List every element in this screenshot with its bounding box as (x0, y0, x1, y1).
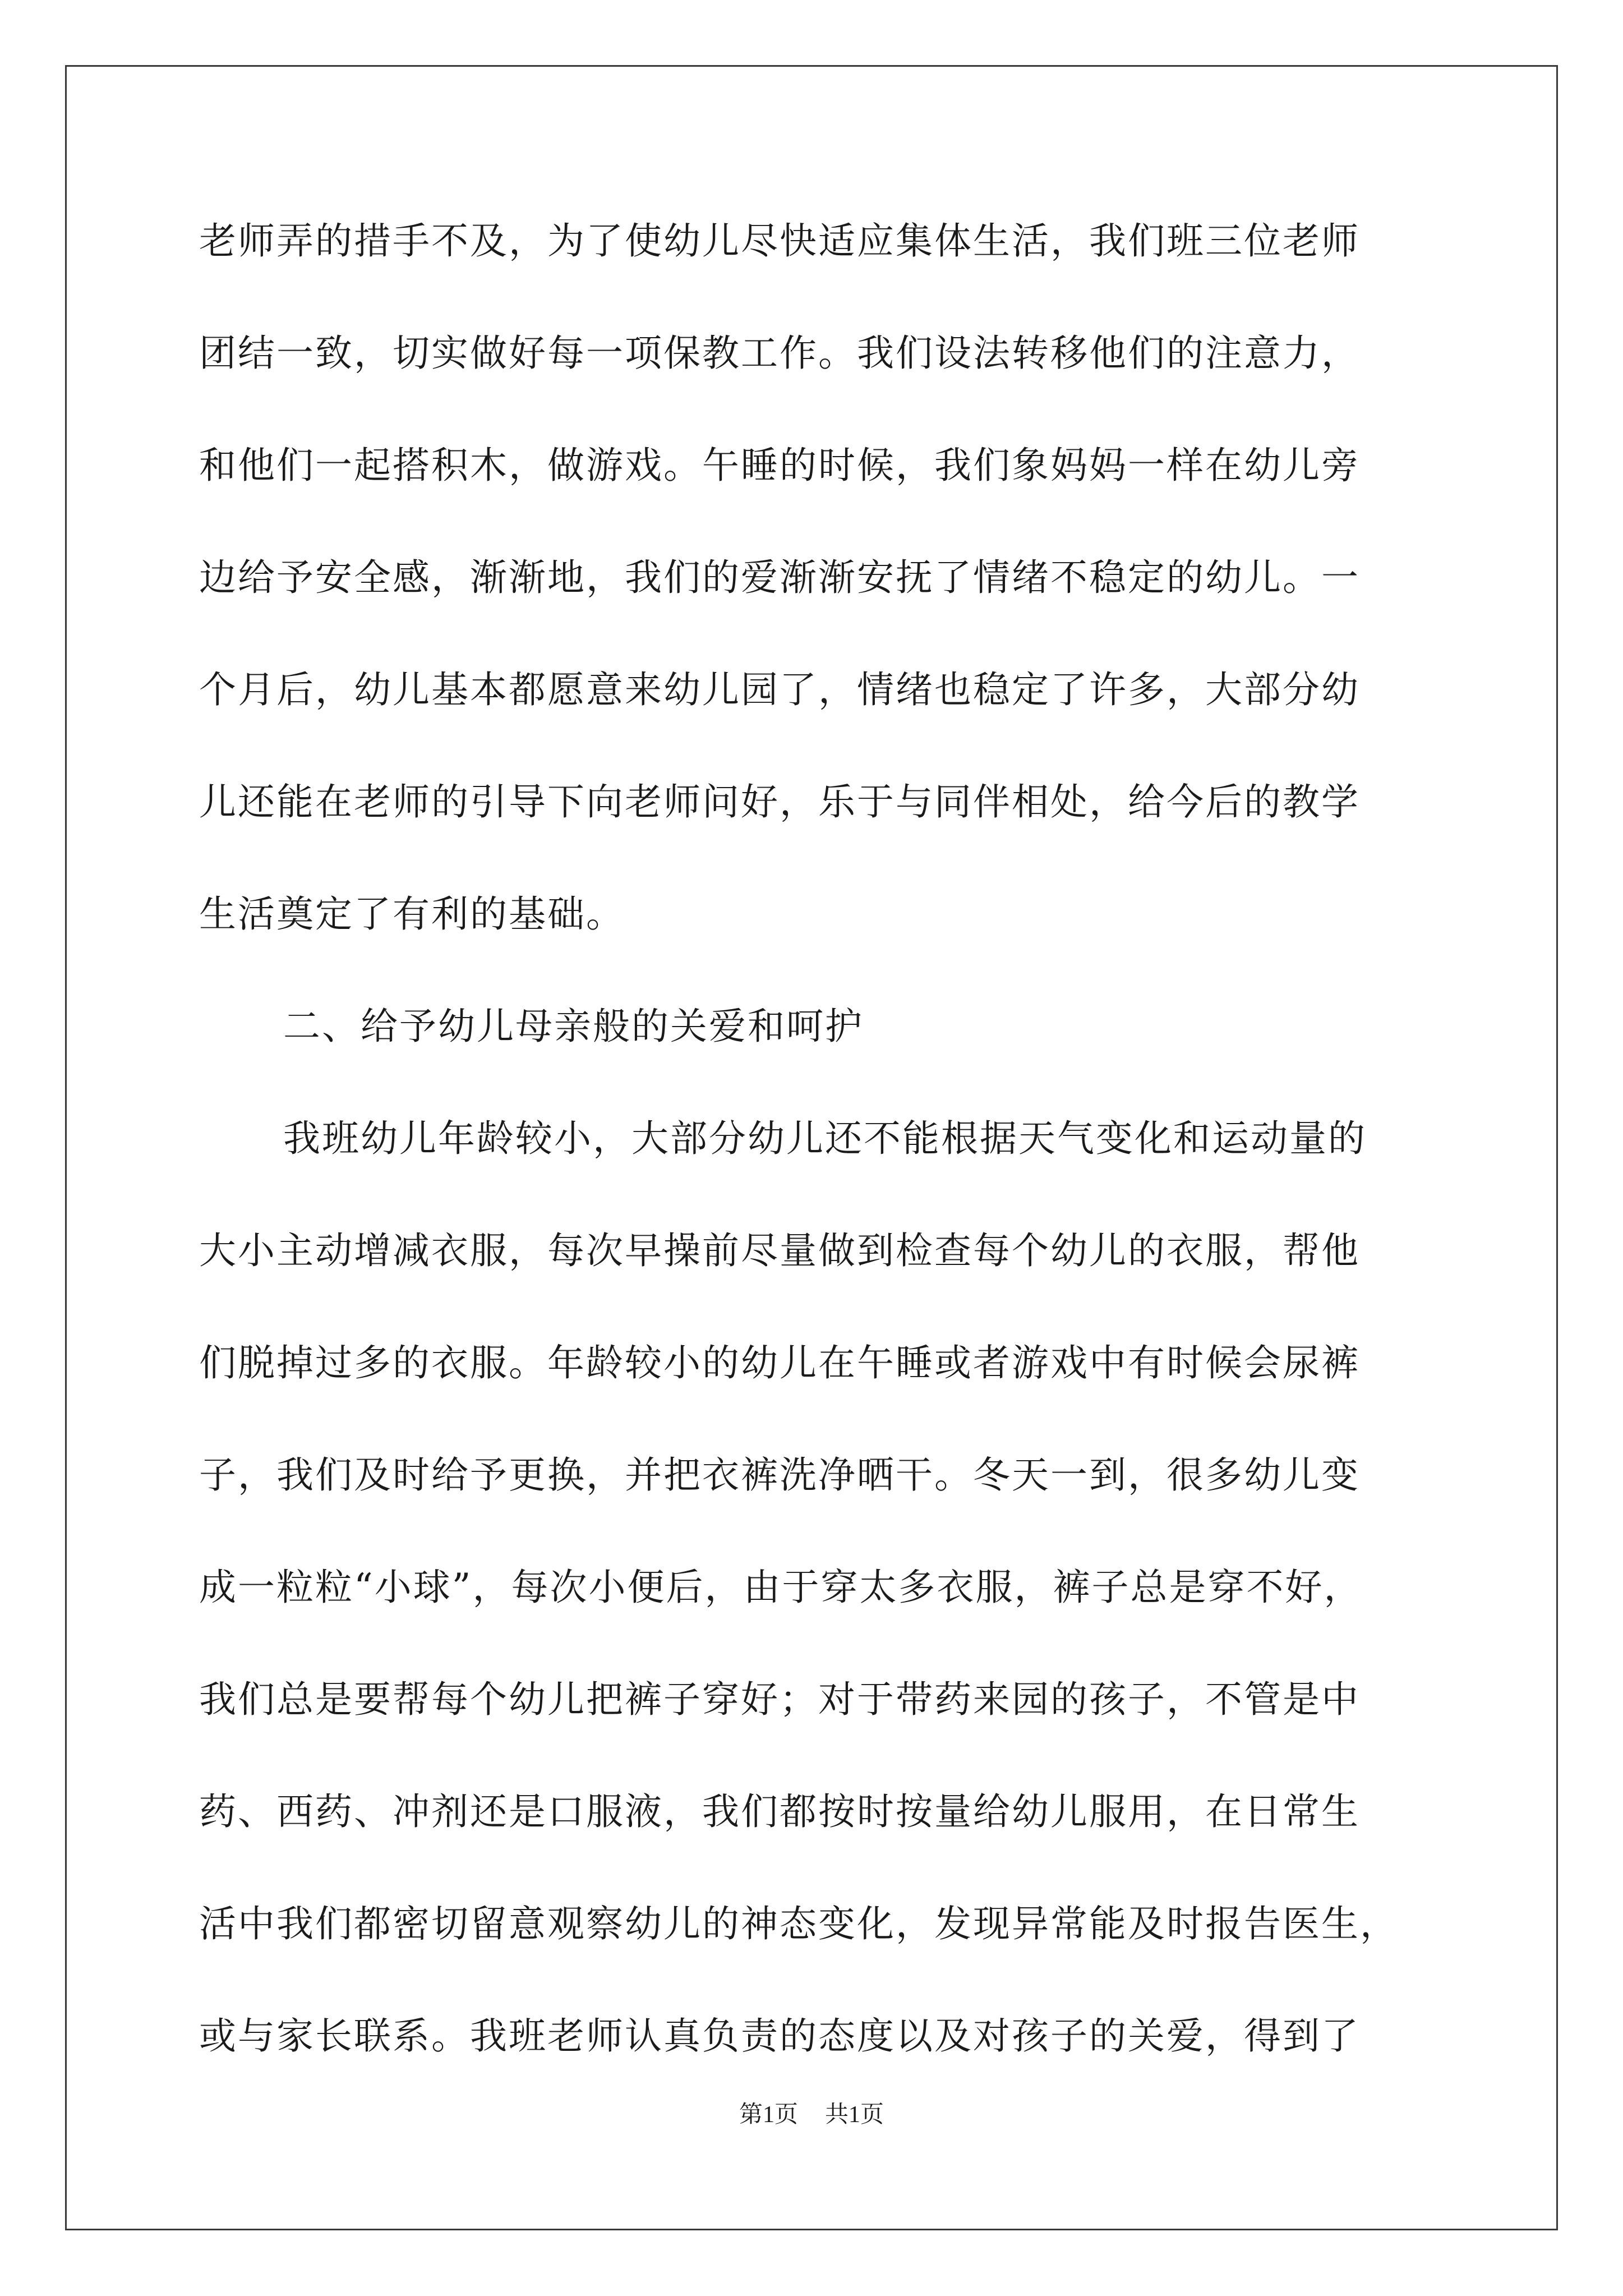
paragraph-line: 儿还能在老师的引导下向老师问好，乐于与同伴相处，给今后的教学 (199, 780, 1360, 823)
section-heading: 二、给予幼儿母亲般的关爱和呵护 (283, 1005, 864, 1048)
paragraph-line: 子，我们及时给予更换，并把衣裤洗净晒干。冬天一到，很多幼儿变 (199, 1453, 1360, 1497)
paragraph-line: 们脱掉过多的衣服。年龄较小的幼儿在午睡或者游戏中有时候会尿裤 (199, 1341, 1360, 1384)
paragraph-line: 团结一致，切实做好每一项保教工作。我们设法转移他们的注意力， (199, 332, 1360, 375)
page-number-total: 共1页 (825, 2102, 884, 2128)
paragraph-line: 边给予安全感，渐渐地，我们的爱渐渐安抚了情绪不稳定的幼儿。一 (199, 556, 1360, 599)
paragraph-line: 药、西药、冲剂还是口服液，我们都按时按量给幼儿服用，在日常生 (199, 1790, 1360, 1833)
paragraph-line: 生活奠定了有利的基础。 (199, 892, 625, 936)
paragraph-line: 个月后，幼儿基本都愿意来幼儿园了，情绪也稳定了许多，大部分幼 (199, 668, 1360, 711)
paragraph-line: 大小主动增减衣服，每次早操前尽量做到检查每个幼儿的衣服，帮他 (199, 1229, 1360, 1272)
page-footer (0, 2101, 1623, 2129)
page-number-current: 第1页 (739, 2102, 798, 2128)
paragraph-line: 老师弄的措手不及，为了使幼儿尽快适应集体生活，我们班三位老师 (199, 219, 1360, 263)
paragraph-line: 活中我们都密切留意观察幼儿的神态变化，发现异常能及时报告医生， (199, 1902, 1399, 1945)
paragraph-line: 我班幼儿年龄较小，大部分幼儿还不能根据天气变化和运动量的 (283, 1117, 1367, 1160)
document-body (199, 213, 1455, 2120)
paragraph-line: 成一粒粒“小球”，每次小便后，由于穿太多衣服，裤子总是穿不好， (199, 1566, 1363, 1609)
paragraph-line: 和他们一起搭积木，做游戏。午睡的时候，我们象妈妈一样在幼儿旁 (199, 444, 1360, 487)
paragraph-line: 我们总是要帮每个幼儿把裤子穿好；对于带药来园的孩子，不管是中 (199, 1678, 1360, 1721)
paragraph-line: 或与家长联系。我班老师认真负责的态度以及对孩子的关爱，得到了 (199, 2014, 1360, 2058)
